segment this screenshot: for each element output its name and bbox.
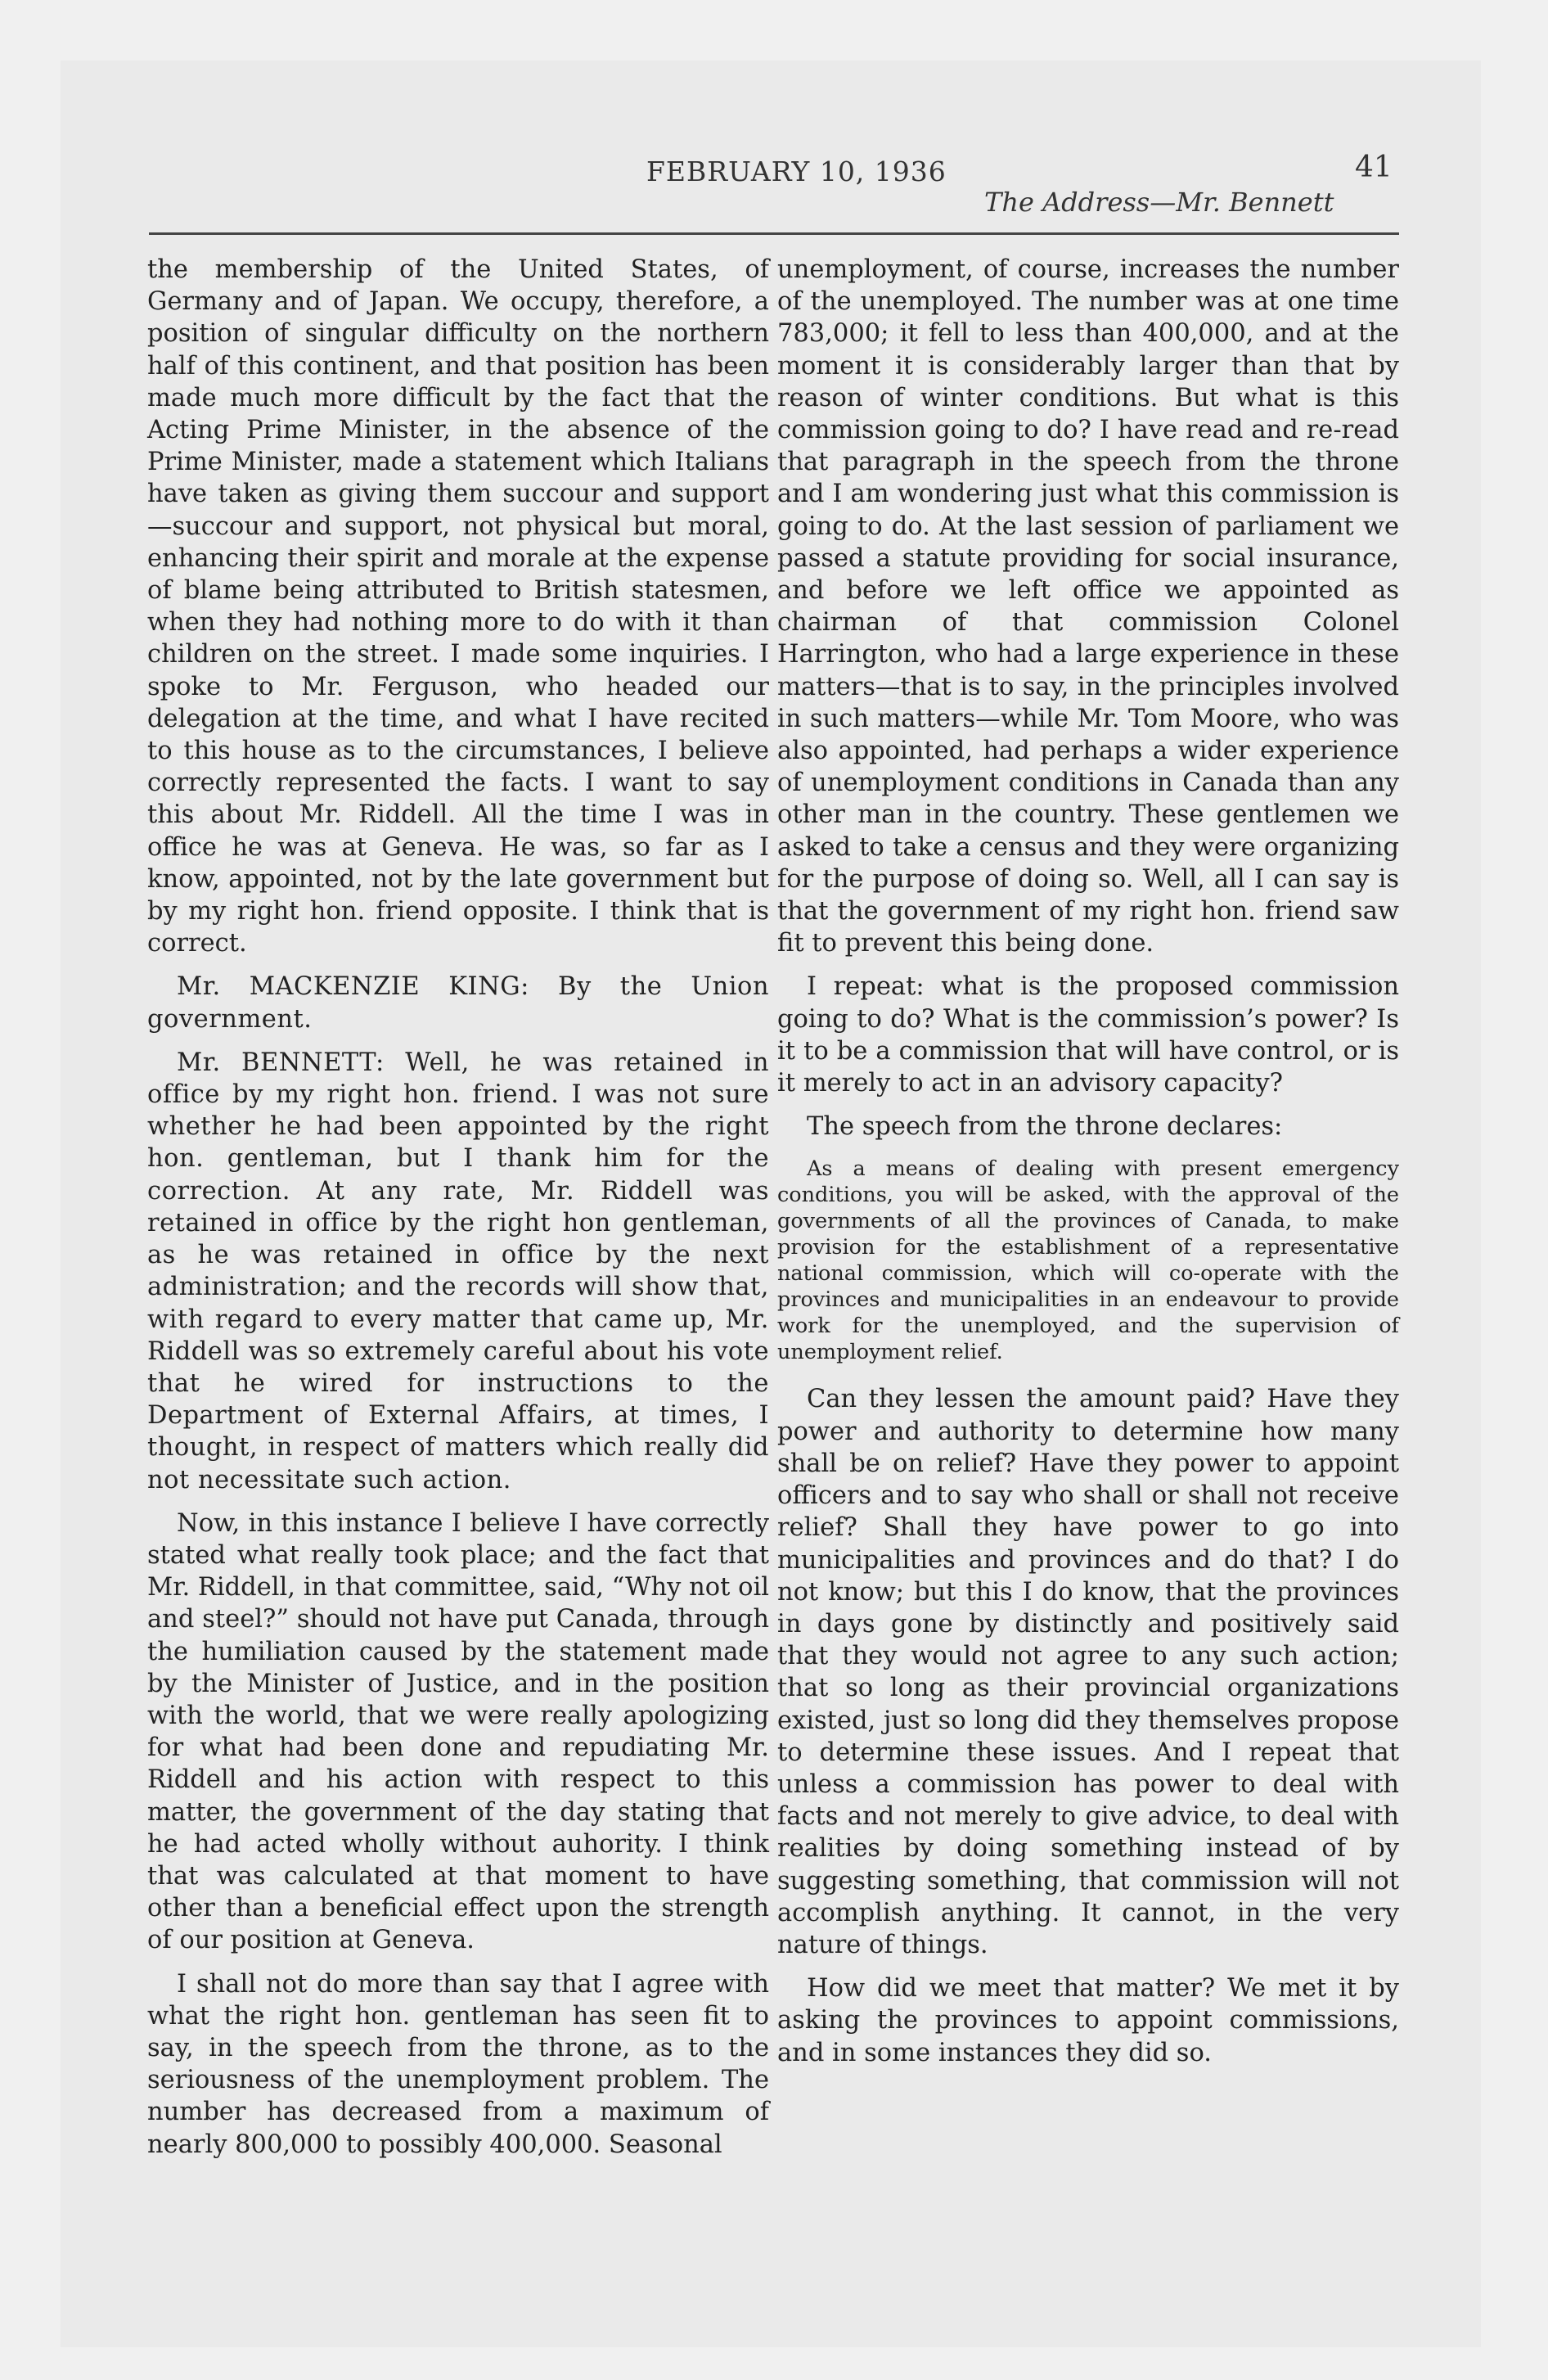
running-title: The Address—Mr. Bennett	[984, 187, 1334, 218]
paragraph-speaker: Mr. BENNETT: Well, he was retained in office by my right hon. friend. I was not sure whether he had been appointed by the right hon. gentleman, but I thank him for the correction. At any rate, Mr. Riddell was retained in office by the right hon gentleman, as he was retained in office by the next administration; and the records will show that, with regard to every matter that came up, Mr. Riddell was so extremely careful about his vote that he wired for instructions to the Department of External Affairs, at times, I thought, in respect of matters which really did not necessitate such action.	[147, 1048, 769, 1494]
header-date: FEBRUARY 10, 1936	[646, 156, 947, 187]
paragraph: Can they lessen the amount paid? Have they power and authority to determine how many shall be on relief? Have they power to appoint officers and to say who shall or shall not receive relief? Shall they have power to go into municipalities and provinces and do that? I do not know; but this I do know, that the provinces in days gone by distinctly and positively said that they would not agree to any such action; that so long as their provincial organizations existed, just so long did they themselves propose to determine these issues. And I repeat that unless a commission has power to deal with facts and not merely to give advice, to deal with realities by doing something instead of by suggesting something, that commission will not accomplish anything. It cannot, in the very nature of things.	[777, 1385, 1399, 1959]
left-column	[147, 254, 769, 2172]
paragraph: Now, in this instance I believe I have correctly stated what really took place; and the fact that Mr. Riddell, in that committee, said, “Why not oil and steel?” should not have put Canada, through the humiliation caused by the statement made by the Minister of Justice, and in the position with the world, that we were really apologizing for what had been done and repudiating Mr. Riddell and his action with respect to this matter, the government of the day stating that he had acted wholly without auhority. I think that was calculated at that moment to have other than a beneficial effect upon the strength of our position at Geneva.	[147, 1508, 769, 1955]
paragraph: unemployment, of course, increases the number of the unemployed. The number was at one time 783,000; it fell to less than 400,000, and at the moment it is considerably larger than that by reason of winter conditions. But what is this commission going to do? I have read and re-read that paragraph in the speech from the throne and I am wondering just what this commission is going to do. At the last session of parliament we passed a statute providing for social insurance, and before we left office we appointed as chairman of that commission Colonel Harrington, who had a large experience in these matters—that is to say, in the principles involved in such matters—while Mr. Tom Moore, who was also appointed, had perhaps a wider experience of unemployment conditions in Canada than any other man in the country. These gentlemen we asked to take a census and they were organizing for the purpose of doing so. Well, all I can say is that the government of my right hon. friend saw fit to prevent this being done.	[777, 255, 1399, 958]
paragraph: The speech from the throne declares:	[807, 1112, 1283, 1142]
page-number: 41	[1355, 151, 1393, 184]
paragraph: How did we meet that matter? We met it by asking the provinces to appoint commissions, and in some instances they did so.	[777, 1974, 1399, 2067]
paragraph: I shall not do more than say that I agree with what the right hon. gentleman has seen fit to say, in the speech from the throne, as to the seriousness of the unemployment problem. The number has decreased from a maximum of nearly 800,000 to possibly 400,000. Seasonal	[147, 1969, 769, 2159]
paragraph-speaker: Mr. MACKENZIE KING: By the Union government.	[147, 972, 769, 1034]
right-column	[777, 254, 1399, 2080]
paragraph: I repeat: what is the proposed commission going to do? What is the commission’s power? Is it to be a commission that will have control, or is it merely to act in an advisory capacity?	[777, 972, 1399, 1098]
header-rule	[149, 232, 1399, 235]
block-quote: As a means of dealing with present emergency conditions, you will be asked, with the approval of the governments of all the provinces of Canada, to make provision for the establishment of a representative national commission, which will co-operate with the provinces and municipalities in an endeavour to provide work for the unemployed, and the supervision of unemployment relief.	[777, 1156, 1399, 1365]
paragraph: the membership of the United States, of Germany and of Japan. We occupy, therefore, a position of singular difficulty on the northern half of this continent, and that position has been made much more difficult by the fact that the Acting Prime Minister, in the absence of the Prime Minister, made a statement which Italians have taken as giving them succour and support—succour and support, not physical but moral, enhancing their spirit and morale at the expense of blame being attributed to British statesmen, when they had nothing more to do with it than children on the street. I made some inquiries. I spoke to Mr. Ferguson, who headed our delegation at the time, and what I have recited to this house as to the circumstances, I believe correctly represented the facts. I want to say this about Mr. Riddell. All the time I was in office he was at Geneva. He was, so far as I know, appointed, not by the late government but by my right hon. friend opposite. I think that is correct.	[147, 255, 769, 958]
